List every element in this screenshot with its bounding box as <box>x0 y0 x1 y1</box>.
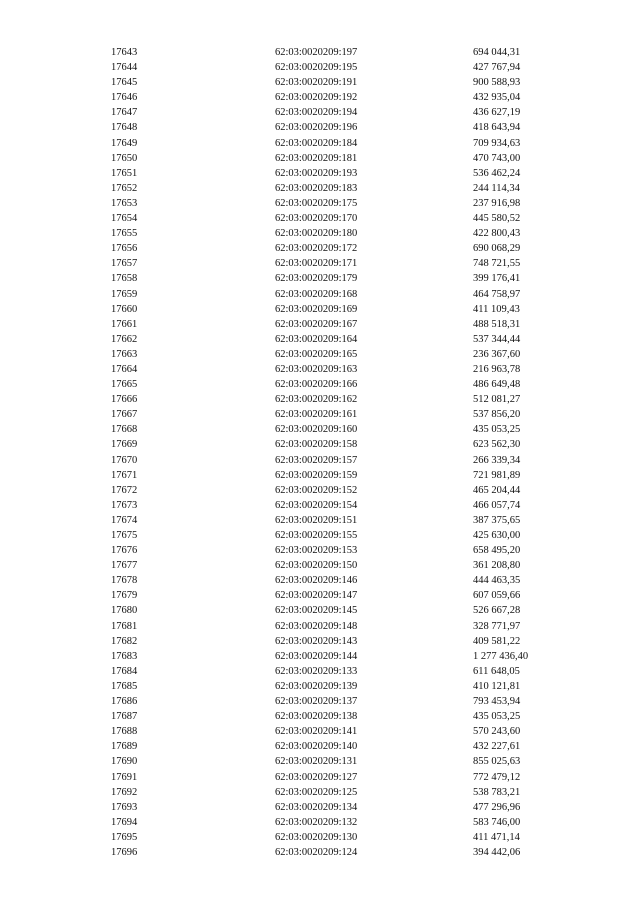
table-row <box>0 754 640 769</box>
cadastral-value: 244 114,34 <box>473 182 520 194</box>
cadastral-number: 62:03:0020209:145 <box>275 605 358 617</box>
cadastral-value: 721 981,89 <box>473 469 521 481</box>
cadastral-value: 623 562,30 <box>473 439 521 451</box>
row-number: 17663 <box>111 348 138 360</box>
cadastral-value: 361 208,80 <box>473 560 521 572</box>
cadastral-value: 658 495,20 <box>473 545 521 557</box>
table-row <box>0 724 640 739</box>
cadastral-number: 62:03:0020209:141 <box>275 726 358 738</box>
document-table <box>0 45 640 860</box>
row-number: 17680 <box>111 605 138 617</box>
row-number: 17687 <box>111 711 138 723</box>
table-row <box>0 573 640 588</box>
table-row <box>0 845 640 860</box>
row-number: 17657 <box>111 258 138 270</box>
cadastral-number: 62:03:0020209:194 <box>275 107 358 119</box>
row-number: 17645 <box>111 77 138 89</box>
cadastral-value: 464 758,97 <box>473 288 521 300</box>
cadastral-number: 62:03:0020209:153 <box>275 545 358 557</box>
row-number: 17675 <box>111 530 138 541</box>
cadastral-number: 62:03:0020209:165 <box>275 348 358 360</box>
row-number: 17643 <box>111 47 138 58</box>
row-number: 17672 <box>111 484 138 496</box>
cadastral-value: 709 934,63 <box>473 137 521 149</box>
cadastral-number: 62:03:0020209:193 <box>275 167 358 179</box>
table-row <box>0 241 640 256</box>
cadastral-value: 570 243,60 <box>473 726 521 738</box>
table-row <box>0 422 640 437</box>
table-row <box>0 256 640 271</box>
table-row <box>0 528 640 543</box>
table-row <box>0 437 640 452</box>
cadastral-number: 62:03:0020209:171 <box>275 258 358 270</box>
cadastral-number: 62:03:0020209:169 <box>275 303 358 315</box>
table-row <box>0 377 640 392</box>
row-number: 17694 <box>111 816 138 828</box>
table-row <box>0 362 640 377</box>
cadastral-value: 425 630,00 <box>473 530 521 541</box>
row-number: 17656 <box>111 243 138 255</box>
row-number: 17661 <box>111 318 138 330</box>
cadastral-value: 536 462,24 <box>473 167 521 179</box>
cadastral-value: 432 935,04 <box>473 92 521 104</box>
cadastral-value: 486 649,48 <box>473 379 521 391</box>
cadastral-value: 410 121,81 <box>473 680 521 692</box>
cadastral-number: 62:03:0020209:166 <box>275 379 358 391</box>
row-number: 17692 <box>111 786 138 798</box>
cadastral-value: 465 204,44 <box>473 484 521 496</box>
row-number: 17653 <box>111 197 138 209</box>
table-row <box>0 468 640 483</box>
row-number: 17693 <box>111 801 138 813</box>
row-number: 17683 <box>111 650 138 662</box>
cadastral-value: 855 025,63 <box>473 756 521 768</box>
cadastral-number: 62:03:0020209:152 <box>275 484 358 496</box>
cadastral-value: 900 588,93 <box>473 77 521 89</box>
row-number: 17644 <box>111 62 138 74</box>
cadastral-value: 399 176,41 <box>473 273 521 285</box>
cadastral-number: 62:03:0020209:167 <box>275 318 358 330</box>
row-number: 17688 <box>111 726 138 738</box>
row-number: 17668 <box>111 424 138 436</box>
row-number: 17696 <box>111 846 138 858</box>
cadastral-value: 583 746,00 <box>473 816 521 828</box>
cadastral-value: 488 518,31 <box>473 318 521 330</box>
table-row <box>0 588 640 603</box>
table-row <box>0 483 640 498</box>
cadastral-value: 470 743,00 <box>473 152 521 164</box>
row-number: 17650 <box>111 152 138 164</box>
row-number: 17695 <box>111 831 138 843</box>
cadastral-number: 62:03:0020209:181 <box>275 152 358 164</box>
cadastral-value: 444 463,35 <box>473 575 521 587</box>
row-number: 17667 <box>111 409 138 421</box>
table-row <box>0 649 640 664</box>
cadastral-value: 512 081,27 <box>473 394 521 406</box>
row-number: 17682 <box>111 635 138 647</box>
row-number: 17658 <box>111 273 138 285</box>
cadastral-value: 690 068,29 <box>473 243 521 255</box>
table-row <box>0 75 640 90</box>
cadastral-value: 387 375,65 <box>473 514 521 526</box>
row-number: 17673 <box>111 499 138 511</box>
table-row <box>0 453 640 468</box>
row-number: 17646 <box>111 92 138 104</box>
cadastral-number: 62:03:0020209:168 <box>275 288 358 300</box>
cadastral-value: 537 856,20 <box>473 409 521 421</box>
table-row <box>0 558 640 573</box>
cadastral-value: 793 453,94 <box>473 696 521 708</box>
row-number: 17648 <box>111 122 138 134</box>
row-number: 17686 <box>111 696 138 708</box>
cadastral-number: 62:03:0020209:195 <box>275 62 358 74</box>
cadastral-number: 62:03:0020209:148 <box>275 620 358 632</box>
cadastral-value: 748 721,55 <box>473 258 521 270</box>
cadastral-value: 694 044,31 <box>473 47 521 58</box>
table-row <box>0 211 640 226</box>
table-row <box>0 800 640 815</box>
row-number: 17691 <box>111 771 138 783</box>
table-row <box>0 785 640 800</box>
cadastral-number: 62:03:0020209:138 <box>275 711 358 723</box>
cadastral-number: 62:03:0020209:140 <box>275 741 358 753</box>
table-row <box>0 136 640 151</box>
table-row <box>0 679 640 694</box>
table-row <box>0 619 640 634</box>
cadastral-number: 62:03:0020209:147 <box>275 590 358 602</box>
row-number: 17659 <box>111 288 138 300</box>
cadastral-number: 62:03:0020209:133 <box>275 665 358 677</box>
cadastral-number: 62:03:0020209:164 <box>275 333 358 345</box>
cadastral-value: 422 800,43 <box>473 228 521 240</box>
cadastral-number: 62:03:0020209:131 <box>275 756 358 768</box>
row-number: 17647 <box>111 107 138 119</box>
cadastral-value: 427 767,94 <box>473 62 521 74</box>
table-row <box>0 196 640 211</box>
table-row <box>0 543 640 558</box>
row-number: 17676 <box>111 545 138 557</box>
cadastral-value: 1 277 436,40 <box>473 650 529 662</box>
cadastral-value: 607 059,66 <box>473 590 521 602</box>
table-row <box>0 332 640 347</box>
cadastral-number: 62:03:0020209:155 <box>275 530 358 541</box>
cadastral-value: 477 296,96 <box>473 801 521 813</box>
cadastral-value: 409 581,22 <box>473 635 521 647</box>
cadastral-value: 394 442,06 <box>473 846 521 858</box>
table-row <box>0 770 640 785</box>
cadastral-number: 62:03:0020209:146 <box>275 575 358 587</box>
cadastral-value: 435 053,25 <box>473 711 521 723</box>
cadastral-number: 62:03:0020209:180 <box>275 228 358 240</box>
cadastral-value: 328 771,97 <box>473 620 521 632</box>
row-number: 17651 <box>111 167 138 179</box>
table-row <box>0 694 640 709</box>
cadastral-number: 62:03:0020209:158 <box>275 439 358 451</box>
cadastral-value: 216 963,78 <box>473 363 521 375</box>
row-number: 17684 <box>111 665 138 677</box>
table-row <box>0 181 640 196</box>
row-number: 17666 <box>111 394 138 406</box>
cadastral-value: 611 648,05 <box>473 665 520 677</box>
table-row <box>0 60 640 75</box>
cadastral-number: 62:03:0020209:160 <box>275 424 358 436</box>
row-number: 17671 <box>111 469 138 481</box>
table-row <box>0 407 640 422</box>
cadastral-number: 62:03:0020209:162 <box>275 394 358 406</box>
cadastral-number: 62:03:0020209:150 <box>275 560 358 572</box>
table-row <box>0 392 640 407</box>
cadastral-number: 62:03:0020209:163 <box>275 363 358 375</box>
row-number: 17670 <box>111 454 138 466</box>
row-number: 17664 <box>111 363 138 375</box>
cadastral-value: 537 344,44 <box>473 333 521 345</box>
cadastral-number: 62:03:0020209:127 <box>275 771 358 783</box>
cadastral-number: 62:03:0020209:151 <box>275 514 358 526</box>
table-row <box>0 287 640 302</box>
row-number: 17652 <box>111 182 138 194</box>
row-number: 17660 <box>111 303 138 315</box>
cadastral-value: 237 916,98 <box>473 197 521 209</box>
cadastral-value: 435 053,25 <box>473 424 521 436</box>
row-number: 17685 <box>111 680 138 692</box>
cadastral-number: 62:03:0020209:143 <box>275 635 358 647</box>
table-row <box>0 271 640 286</box>
cadastral-number: 62:03:0020209:139 <box>275 680 358 692</box>
table-row <box>0 739 640 754</box>
table-row <box>0 603 640 618</box>
table-row <box>0 634 640 649</box>
table-row <box>0 347 640 362</box>
row-number: 17649 <box>111 137 138 149</box>
cadastral-number: 62:03:0020209:183 <box>275 182 358 194</box>
row-number: 17669 <box>111 439 138 451</box>
table-row <box>0 226 640 241</box>
cadastral-number: 62:03:0020209:179 <box>275 273 358 285</box>
cadastral-number: 62:03:0020209:184 <box>275 137 358 149</box>
cadastral-value: 466 057,74 <box>473 499 521 511</box>
table-row <box>0 513 640 528</box>
cadastral-value: 411 471,14 <box>473 831 520 843</box>
cadastral-value: 236 367,60 <box>473 348 521 360</box>
row-number: 17665 <box>111 379 138 391</box>
cadastral-number: 62:03:0020209:124 <box>275 846 358 858</box>
table-row <box>0 166 640 181</box>
cadastral-number: 62:03:0020209:192 <box>275 92 358 104</box>
cadastral-value: 432 227,61 <box>473 741 521 753</box>
cadastral-value: 445 580,52 <box>473 213 521 225</box>
table-row <box>0 664 640 679</box>
row-number: 17662 <box>111 333 138 345</box>
row-number: 17654 <box>111 213 138 225</box>
table-row <box>0 815 640 830</box>
cadastral-number: 62:03:0020209:159 <box>275 469 358 481</box>
table-row <box>0 498 640 513</box>
cadastral-number: 62:03:0020209:170 <box>275 213 358 225</box>
table-row <box>0 317 640 332</box>
table-row <box>0 709 640 724</box>
row-number: 17678 <box>111 575 138 587</box>
table-row <box>0 90 640 105</box>
cadastral-number: 62:03:0020209:144 <box>275 650 358 662</box>
cadastral-number: 62:03:0020209:125 <box>275 786 358 798</box>
cadastral-number: 62:03:0020209:154 <box>275 499 358 511</box>
cadastral-number: 62:03:0020209:137 <box>275 696 358 708</box>
cadastral-value: 772 479,12 <box>473 771 521 783</box>
row-number: 17655 <box>111 228 138 240</box>
row-number: 17674 <box>111 514 138 526</box>
cadastral-number: 62:03:0020209:191 <box>275 77 358 89</box>
table-row <box>0 830 640 845</box>
row-number: 17689 <box>111 741 138 753</box>
cadastral-number: 62:03:0020209:196 <box>275 122 358 134</box>
cadastral-value: 418 643,94 <box>473 122 521 134</box>
row-number: 17690 <box>111 756 138 768</box>
cadastral-number: 62:03:0020209:161 <box>275 409 358 421</box>
cadastral-number: 62:03:0020209:197 <box>275 47 358 58</box>
row-number: 17677 <box>111 560 138 572</box>
cadastral-value: 436 627,19 <box>473 107 521 119</box>
cadastral-number: 62:03:0020209:134 <box>275 801 358 813</box>
cadastral-value: 526 667,28 <box>473 605 521 617</box>
cadastral-value: 411 109,43 <box>473 303 520 315</box>
cadastral-number: 62:03:0020209:172 <box>275 243 358 255</box>
table-row <box>0 45 640 60</box>
cadastral-number: 62:03:0020209:157 <box>275 454 358 466</box>
cadastral-number: 62:03:0020209:132 <box>275 816 358 828</box>
table-row <box>0 105 640 120</box>
row-number: 17679 <box>111 590 138 602</box>
table-row <box>0 120 640 135</box>
cadastral-number: 62:03:0020209:130 <box>275 831 358 843</box>
table-row <box>0 302 640 317</box>
cadastral-value: 538 783,21 <box>473 786 521 798</box>
cadastral-number: 62:03:0020209:175 <box>275 197 358 209</box>
table-row <box>0 151 640 166</box>
cadastral-value: 266 339,34 <box>473 454 521 466</box>
row-number: 17681 <box>111 620 138 632</box>
